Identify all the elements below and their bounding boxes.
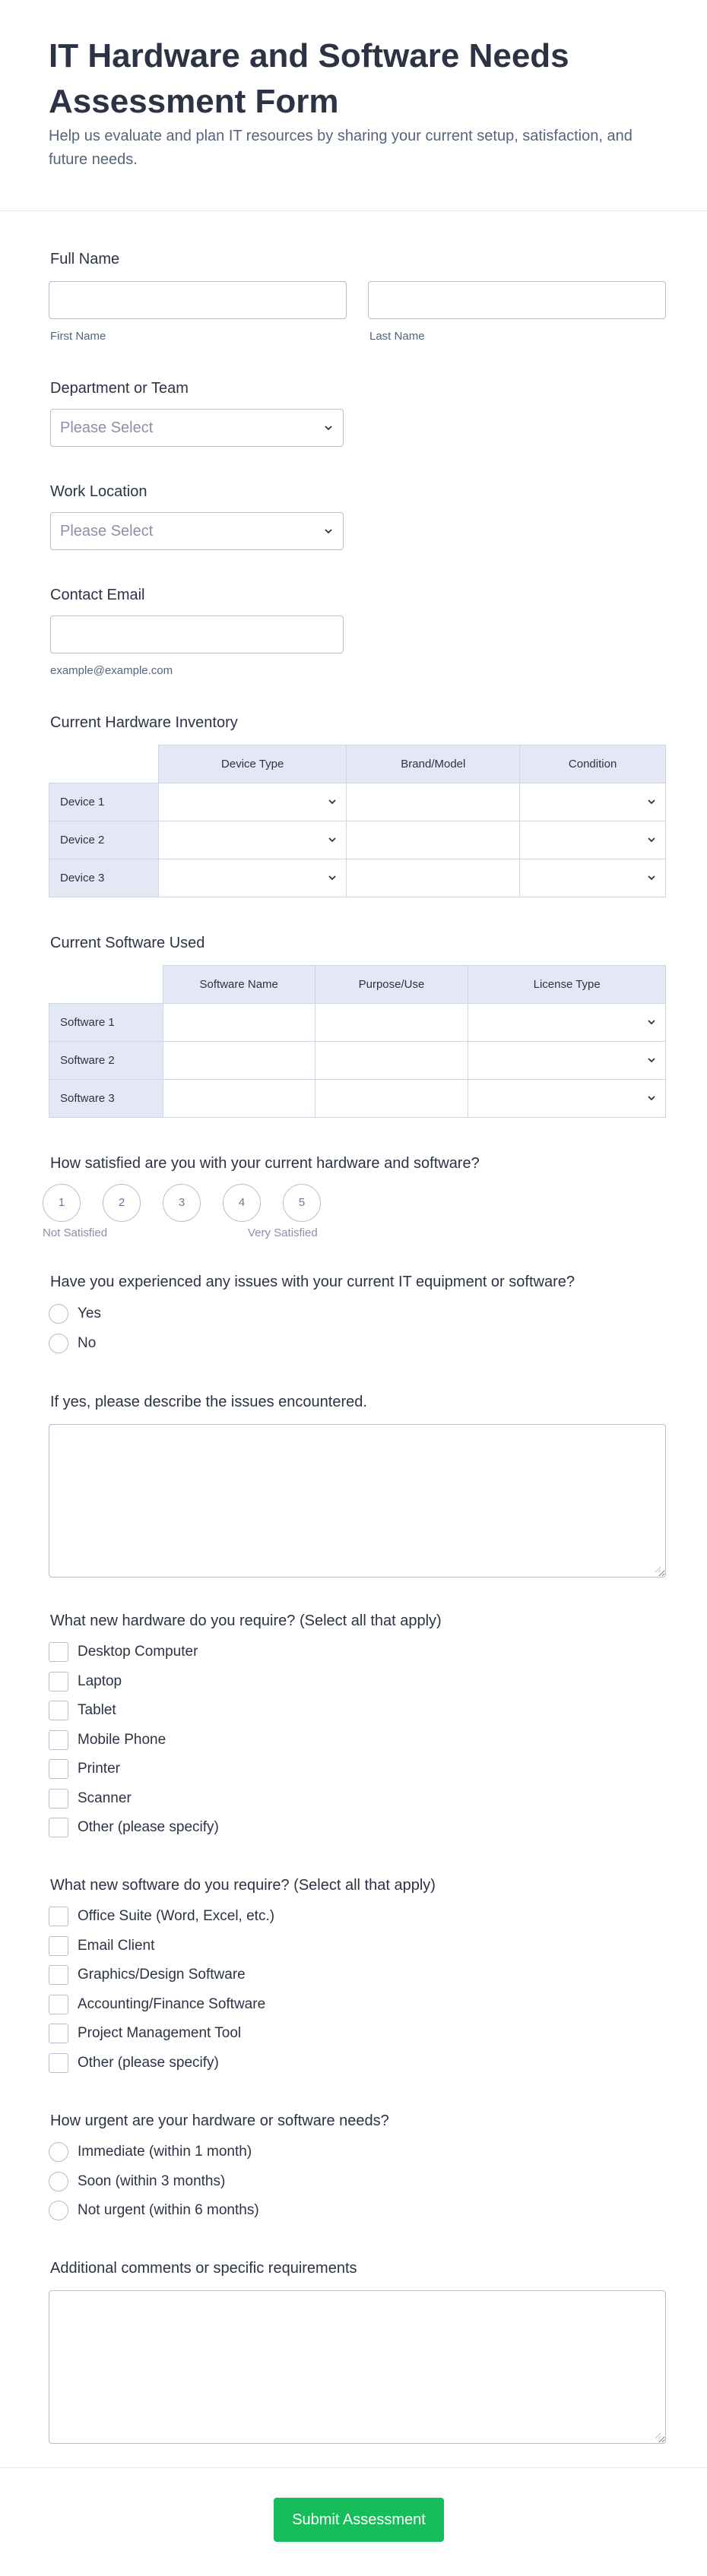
chevron-down-icon bbox=[647, 797, 656, 806]
urgency-label: How urgent are your hardware or software needs? bbox=[50, 2112, 389, 2129]
form-title: IT Hardware and Software Needs Assessment Form bbox=[49, 37, 569, 120]
radio-circle[interactable] bbox=[49, 1334, 68, 1353]
scale-option-2[interactable]: 2 bbox=[103, 1184, 141, 1222]
option-label: Scanner bbox=[78, 1790, 132, 1806]
scale-option-4[interactable]: 4 bbox=[223, 1184, 261, 1222]
location-select[interactable] bbox=[50, 512, 344, 550]
checkbox[interactable] bbox=[49, 1936, 68, 1956]
software-col-header: Software Name bbox=[163, 966, 315, 1004]
brand-model-input[interactable] bbox=[347, 821, 520, 859]
option-label: Not urgent (within 6 months) bbox=[78, 2202, 259, 2218]
checkbox[interactable] bbox=[49, 2053, 68, 2073]
resize-grip-icon[interactable] bbox=[654, 2432, 661, 2439]
purpose-input[interactable] bbox=[315, 1004, 468, 1042]
hardware-col-header: Device Type bbox=[158, 745, 347, 783]
hardware-label: Current Hardware Inventory bbox=[50, 714, 238, 731]
option-label: Laptop bbox=[78, 1673, 122, 1689]
satisfaction-label: How satisfied are you with your current hardware and software? bbox=[50, 1155, 480, 1172]
last-name-sublabel: Last Name bbox=[369, 330, 425, 343]
checkbox[interactable] bbox=[49, 1642, 68, 1662]
option-label: Graphics/Design Software bbox=[78, 1967, 246, 1983]
hardware-matrix bbox=[49, 745, 666, 897]
option-label: Yes bbox=[78, 1305, 101, 1321]
chevron-down-icon bbox=[323, 422, 334, 433]
checkbox[interactable] bbox=[49, 1907, 68, 1926]
chevron-down-icon bbox=[647, 1055, 656, 1065]
software-name-input[interactable] bbox=[163, 1004, 315, 1042]
license-type-select[interactable] bbox=[468, 1080, 666, 1118]
option-label: Mobile Phone bbox=[78, 1732, 166, 1748]
new-software-label: What new software do you require? (Select all that apply) bbox=[50, 1877, 436, 1894]
brand-model-input[interactable] bbox=[347, 859, 520, 897]
last-name-input[interactable] bbox=[368, 281, 666, 319]
radio-circle[interactable] bbox=[49, 1304, 68, 1324]
hardware-col-header: Brand/Model bbox=[347, 745, 520, 783]
scale-low-label: Not Satisfied bbox=[43, 1226, 108, 1239]
condition-select[interactable] bbox=[520, 783, 666, 821]
option-label: Immediate (within 1 month) bbox=[78, 2144, 252, 2160]
software-matrix bbox=[49, 965, 666, 1118]
hardware-row-label: Device 2 bbox=[49, 821, 159, 859]
option-label: Printer bbox=[78, 1761, 120, 1777]
software-name-input[interactable] bbox=[163, 1080, 315, 1118]
scale-high-label: Very Satisfied bbox=[248, 1226, 318, 1239]
hardware-row-label: Device 3 bbox=[49, 859, 159, 897]
issues-desc-textarea[interactable] bbox=[49, 1424, 666, 1578]
radio-circle[interactable] bbox=[49, 2172, 68, 2191]
checkbox[interactable] bbox=[49, 2024, 68, 2043]
software-row-label: Software 2 bbox=[49, 1042, 163, 1080]
software-row-label: Software 3 bbox=[49, 1080, 163, 1118]
condition-select[interactable] bbox=[520, 821, 666, 859]
device-type-select[interactable] bbox=[158, 783, 347, 821]
checkbox[interactable] bbox=[49, 1965, 68, 1985]
software-label: Current Software Used bbox=[50, 935, 205, 951]
chevron-down-icon bbox=[328, 835, 337, 844]
scale-option-1[interactable]: 1 bbox=[43, 1184, 81, 1222]
chevron-down-icon bbox=[328, 797, 337, 806]
option-label: Email Client bbox=[78, 1938, 155, 1954]
checkbox[interactable] bbox=[49, 1759, 68, 1779]
comments-label: Additional comments or specific requirements bbox=[50, 2260, 357, 2277]
option-label: Desktop Computer bbox=[78, 1644, 198, 1660]
license-type-select[interactable] bbox=[468, 1042, 666, 1080]
purpose-input[interactable] bbox=[315, 1042, 468, 1080]
department-placeholder: Please Select bbox=[60, 419, 154, 436]
location-placeholder: Please Select bbox=[60, 523, 154, 540]
email-input[interactable] bbox=[50, 616, 344, 653]
hardware-row-label: Device 1 bbox=[49, 783, 159, 821]
checkbox[interactable] bbox=[49, 1730, 68, 1750]
chevron-down-icon bbox=[647, 1093, 656, 1103]
issues-desc-label: If yes, please describe the issues encountered. bbox=[50, 1394, 367, 1410]
software-row-label: Software 1 bbox=[49, 1004, 163, 1042]
option-label: Office Suite (Word, Excel, etc.) bbox=[78, 1908, 275, 1924]
first-name-input[interactable] bbox=[49, 281, 347, 319]
location-label: Work Location bbox=[50, 483, 147, 500]
checkbox[interactable] bbox=[49, 1701, 68, 1720]
department-select[interactable] bbox=[50, 409, 344, 447]
footer-divider bbox=[0, 2467, 707, 2468]
checkbox[interactable] bbox=[49, 1818, 68, 1837]
issues-label: Have you experienced any issues with your current IT equipment or software? bbox=[50, 1274, 575, 1290]
purpose-input[interactable] bbox=[315, 1080, 468, 1118]
comments-textarea[interactable] bbox=[49, 2290, 666, 2444]
chevron-down-icon bbox=[647, 835, 656, 844]
form-subtitle: Help us evaluate and plan IT resources by sharing your current setup, satisfaction, and future needs. bbox=[49, 128, 632, 168]
chevron-down-icon bbox=[328, 873, 337, 882]
option-label: No bbox=[78, 1335, 97, 1351]
chevron-down-icon bbox=[323, 526, 334, 536]
resize-grip-icon[interactable] bbox=[654, 1565, 661, 1573]
software-name-input[interactable] bbox=[163, 1042, 315, 1080]
scale-option-5[interactable]: 5 bbox=[283, 1184, 321, 1222]
hardware-col-header: Condition bbox=[520, 745, 666, 783]
department-label: Department or Team bbox=[50, 380, 189, 397]
full-name-label: Full Name bbox=[50, 251, 120, 267]
radio-circle[interactable] bbox=[49, 2142, 68, 2162]
chevron-down-icon bbox=[647, 873, 656, 882]
condition-select[interactable] bbox=[520, 859, 666, 897]
checkbox[interactable] bbox=[49, 1995, 68, 2014]
software-col-header: Purpose/Use bbox=[315, 966, 468, 1004]
email-sublabel: example@example.com bbox=[50, 664, 173, 677]
brand-model-input[interactable] bbox=[347, 783, 520, 821]
option-label: Other (please specify) bbox=[78, 2055, 219, 2071]
software-col-header: License Type bbox=[468, 966, 666, 1004]
checkbox[interactable] bbox=[49, 1672, 68, 1691]
new-hardware-label: What new hardware do you require? (Select all that apply) bbox=[50, 1612, 442, 1629]
option-label: Soon (within 3 months) bbox=[78, 2173, 226, 2189]
device-type-select[interactable] bbox=[158, 821, 347, 859]
option-label: Other (please specify) bbox=[78, 1819, 219, 1835]
radio-circle[interactable] bbox=[49, 2201, 68, 2220]
device-type-select[interactable] bbox=[158, 859, 347, 897]
checkbox[interactable] bbox=[49, 1789, 68, 1809]
license-type-select[interactable] bbox=[468, 1004, 666, 1042]
form-header bbox=[0, 0, 707, 211]
scale-option-3[interactable]: 3 bbox=[163, 1184, 201, 1222]
option-label: Tablet bbox=[78, 1702, 116, 1718]
submit-button[interactable]: Submit Assessment bbox=[274, 2498, 444, 2542]
chevron-down-icon bbox=[647, 1017, 656, 1027]
email-label: Contact Email bbox=[50, 587, 145, 603]
option-label: Accounting/Finance Software bbox=[78, 1996, 266, 2012]
first-name-sublabel: First Name bbox=[50, 330, 106, 343]
option-label: Project Management Tool bbox=[78, 2025, 242, 2041]
